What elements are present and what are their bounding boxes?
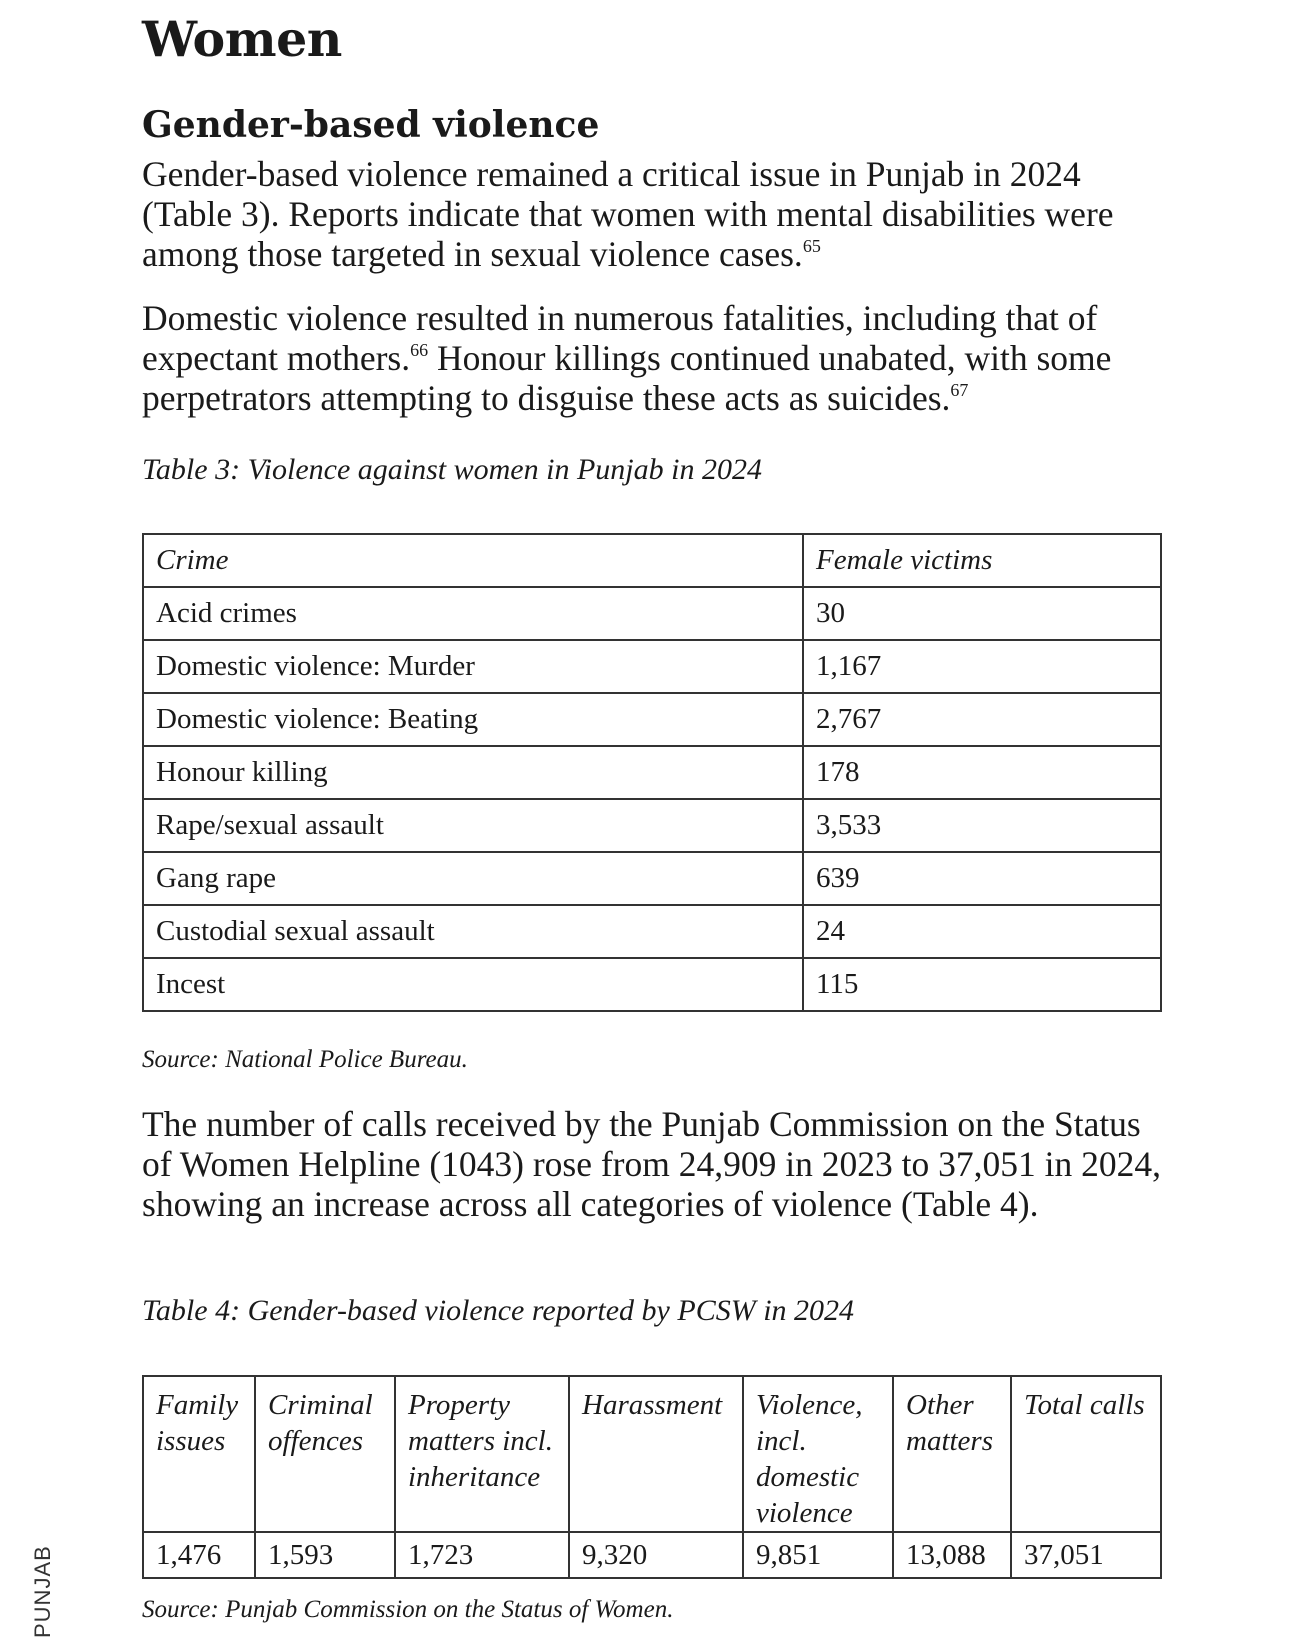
value-harassment: 9,320 bbox=[569, 1532, 743, 1578]
crime-cell: Custodial sexual assault bbox=[143, 905, 803, 958]
crime-cell: Domestic violence: Beating bbox=[143, 693, 803, 746]
table-3-caption: Table 3: Violence against women in Punjab in 2024 bbox=[142, 453, 762, 486]
crime-cell: Domestic violence: Murder bbox=[143, 640, 803, 693]
paragraph-2 bbox=[142, 298, 1172, 418]
section-heading: Women bbox=[142, 10, 342, 68]
victims-cell: 2,767 bbox=[803, 693, 1161, 746]
table-row bbox=[143, 958, 1161, 1011]
table-4-header-row bbox=[143, 1376, 1161, 1532]
value-family-issues: 1,476 bbox=[143, 1532, 255, 1578]
footnote-ref-65[interactable]: 65 bbox=[802, 236, 821, 256]
table-row bbox=[143, 746, 1161, 799]
crime-cell: Honour killing bbox=[143, 746, 803, 799]
paragraph-1-text: Gender-based violence remained a critical issue in Punjab in 2024 (Table 3). Reports indicate that women with mental disabilities were among those targeted in sexual violence cases. bbox=[142, 154, 1114, 274]
side-section-label: PUNJAB bbox=[30, 1545, 55, 1638]
header-harassment: Harassment bbox=[569, 1376, 743, 1532]
value-criminal-offences: 1,593 bbox=[255, 1532, 395, 1578]
victims-cell: 115 bbox=[803, 958, 1161, 1011]
table-row bbox=[143, 799, 1161, 852]
table-3-source: Source: National Police Bureau. bbox=[142, 1046, 468, 1073]
header-total-calls: Total calls bbox=[1011, 1376, 1161, 1532]
header-crime: Crime bbox=[143, 534, 803, 587]
victims-cell: 639 bbox=[803, 852, 1161, 905]
header-other-matters: Other matters bbox=[893, 1376, 1011, 1532]
value-violence: 9,851 bbox=[743, 1532, 893, 1578]
victims-cell: 24 bbox=[803, 905, 1161, 958]
footnote-ref-67[interactable]: 67 bbox=[950, 380, 969, 400]
footnote-ref-66[interactable]: 66 bbox=[410, 340, 429, 360]
table-row bbox=[143, 852, 1161, 905]
header-property-matters: Property matters incl. inheritance bbox=[395, 1376, 569, 1532]
header-violence: Violence, incl. domestic violence bbox=[743, 1376, 893, 1532]
table-4 bbox=[142, 1375, 1162, 1579]
table-4-caption: Table 4: Gender-based violence reported by PCSW in 2024 bbox=[142, 1294, 855, 1327]
table-row bbox=[143, 1532, 1161, 1578]
value-other-matters: 13,088 bbox=[893, 1532, 1011, 1578]
victims-cell: 1,167 bbox=[803, 640, 1161, 693]
value-total-calls: 37,051 bbox=[1011, 1532, 1161, 1578]
victims-cell: 178 bbox=[803, 746, 1161, 799]
table-4-source: Source: Punjab Commission on the Status of Women. bbox=[142, 1596, 674, 1623]
victims-cell: 3,533 bbox=[803, 799, 1161, 852]
table-row bbox=[143, 587, 1161, 640]
value-property-matters: 1,723 bbox=[395, 1532, 569, 1578]
header-female-victims: Female victims bbox=[803, 534, 1161, 587]
table-3-header-row bbox=[143, 534, 1161, 587]
table-row bbox=[143, 693, 1161, 746]
header-criminal-offences: Criminal offences bbox=[255, 1376, 395, 1532]
paragraph-3: The number of calls received by the Punjab Commission on the Status of Women Helpline (1043) rose from 24,909 in 2023 to 37,051 in 2024, showing an increase across all categories of violence (Table 4). bbox=[142, 1104, 1161, 1224]
crime-cell: Acid crimes bbox=[143, 587, 803, 640]
header-family-issues: Family issues bbox=[143, 1376, 255, 1532]
paragraph-2-text-a: Domestic violence resulted in numerous fatalities, including that of expectant mothers. bbox=[142, 298, 1098, 378]
crime-cell: Rape/sexual assault bbox=[143, 799, 803, 852]
victims-cell: 30 bbox=[803, 587, 1161, 640]
subsection-heading: Gender-based violence bbox=[142, 104, 600, 146]
crime-cell: Gang rape bbox=[143, 852, 803, 905]
table-row bbox=[143, 905, 1161, 958]
table-3 bbox=[142, 533, 1162, 1012]
paragraph-1 bbox=[142, 154, 1172, 274]
paragraph-2-text-b: Honour killings continued unabated, with some perpetrators attempting to disguise these acts as suicides. bbox=[142, 338, 1112, 418]
table-row bbox=[143, 640, 1161, 693]
crime-cell: Incest bbox=[143, 958, 803, 1011]
